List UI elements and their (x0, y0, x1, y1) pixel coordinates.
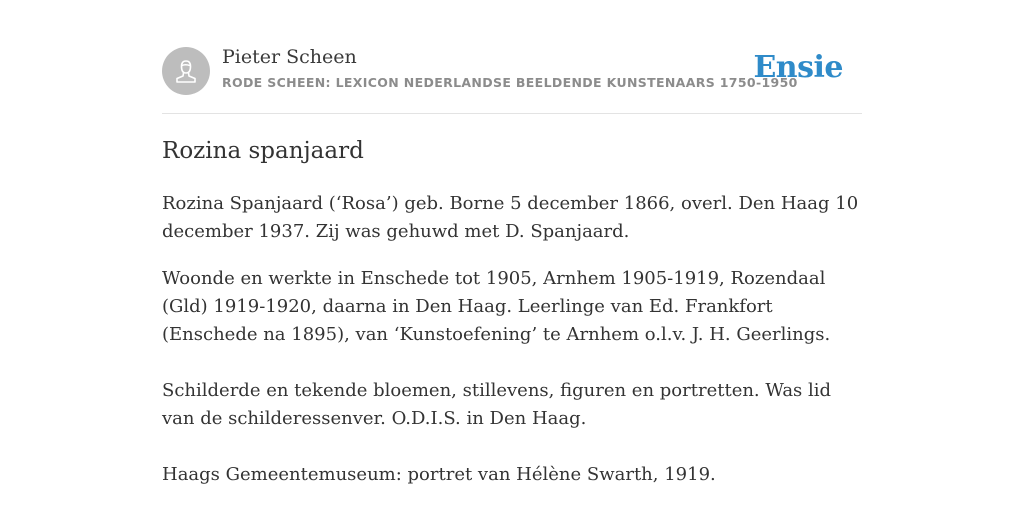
article-paragraph: Woonde en werkte in Enschede tot 1905, Arnhem 1905-1919, Rozendaal (Gld) 1919-1920, daarna in Den Haag. Leerlinge van Ed. Frankfort (Enschede na 1895), van ‘Kunstoefening’ te Arnhem o.l.v. J. H. Geerlings. (162, 268, 831, 345)
article-paragraph: Rozina Spanjaard (‘Rosa’) geb. Borne 5 december 1866, overl. Den Haag 10 december 1937. Zij was gehuwd met D. Spanjaard. (162, 193, 859, 242)
author-avatar[interactable] (162, 47, 210, 95)
article-card (162, 0, 862, 485)
article-header (162, 0, 862, 114)
source-title[interactable]: RODE SCHEEN: LEXICON NEDERLANDSE BEELDENDE KUNSTENAARS 1750-1950 (222, 75, 798, 90)
user-silhouette-icon (171, 56, 201, 86)
article-paragraph: Schilderde en tekende bloemen, stillevens, figuren en portretten. Was lid van de schilderessenver. O.D.I.S. in Den Haag. (162, 380, 832, 429)
author-name[interactable]: Pieter Scheen (222, 46, 357, 68)
article-title: Rozina spanjaard (162, 138, 364, 164)
brand-logo[interactable]: Ensie (753, 50, 843, 85)
article-paragraph: Haags Gemeentemuseum: portret van Hélène Swarth, 1919. (162, 464, 716, 485)
article-body (162, 190, 862, 489)
